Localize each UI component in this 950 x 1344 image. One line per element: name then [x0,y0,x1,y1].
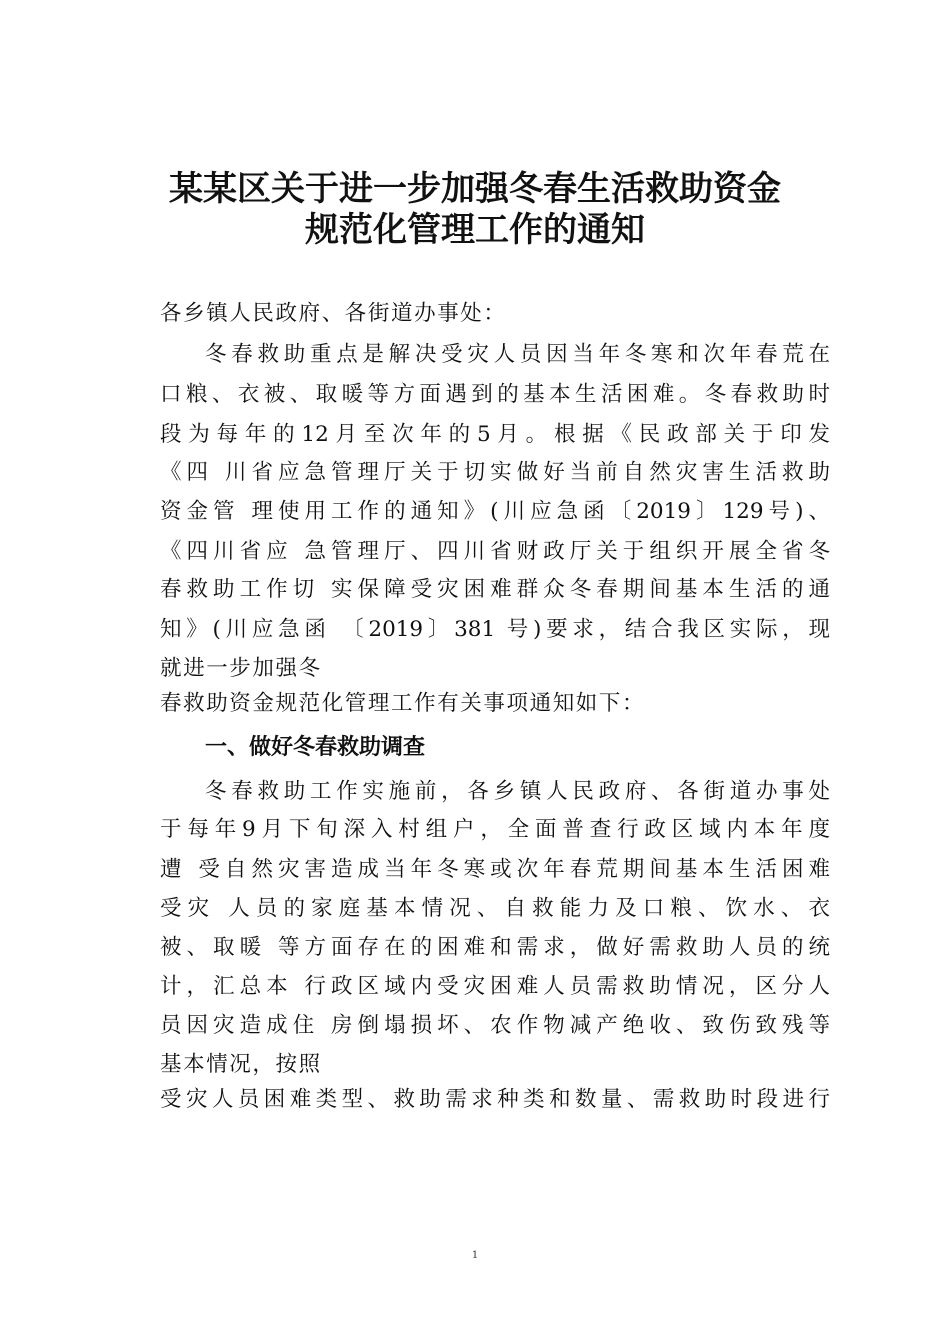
paragraph-2-line: 遭 受自然灾害造成当年冬寒或次年春荒期间基本生活困难 [160,857,830,882]
paragraph-2-line: 受灾 人员的家庭基本情况、自救能力及口粮、饮水、衣 [160,896,830,921]
paragraph-1-line: 资金管 理使用工作的通知》(川应急函〔2019〕129号)、 [160,499,830,524]
paragraph-1-line: 知》(川应急函 〔2019〕381 号)要求，结合我区实际，现 [160,617,830,642]
paragraph-2-line: 冬春救助工作实施前，各乡镇人民政府、各街道办事处 [205,779,830,804]
paragraph-1-line: 冬春救助重点是解决受灾人员因当年冬寒和次年春荒在 [205,342,830,367]
paragraph-1-line: 就进一步加强冬 [160,656,322,681]
paragraph-1-line: 段为每年的12月至次年的5月。根据《民政部关于印发 [160,422,830,447]
paragraph-1-line: 《四川省应 急管理厅、四川省财政厅关于组织开展全省冬 [160,539,830,564]
page-number: 1 [471,1250,479,1261]
paragraph-2-line: 于每年9月下旬深入村组户，全面普查行政区域内本年度 [160,817,830,842]
document-title-line-2: 规范化管理工作的通知 [305,210,645,250]
paragraph-1-line: 春救助资金规范化管理工作有关事项通知如下： [160,691,646,716]
paragraph-1-line: 口粮、衣被、取暖等方面遇到的基本生活困难。冬春救助时 [160,382,830,407]
paragraph-2-line: 基本情况，按照 [160,1052,322,1077]
paragraph-2-line: 受灾人员困难类型、救助需求种类和数量、需救助时段进行 [160,1087,830,1112]
paragraph-2-line: 被、取暖 等方面存在的困难和需求，做好需救助人员的统 [160,935,830,960]
paragraph-2-line: 计，汇总本 行政区域内受灾困难人员需救助情况，区分人 [160,974,830,999]
salutation: 各乡镇人民政府、各街道办事处： [160,301,507,326]
paragraph-1-line: 《四 川省应急管理厅关于切实做好当前自然灾害生活救助 [160,460,830,485]
paragraph-1-line: 春救助工作切 实保障受灾困难群众冬春期间基本生活的通 [160,577,830,602]
paragraph-2-line: 员因灾造成住 房倒塌损坏、农作物减产绝收、致伤致残等 [160,1013,830,1038]
document-title-line-1: 某某区关于进一步加强冬春生活救助资金 [169,169,781,209]
section-heading-1: 一、做好冬春救助调查 [205,735,426,760]
